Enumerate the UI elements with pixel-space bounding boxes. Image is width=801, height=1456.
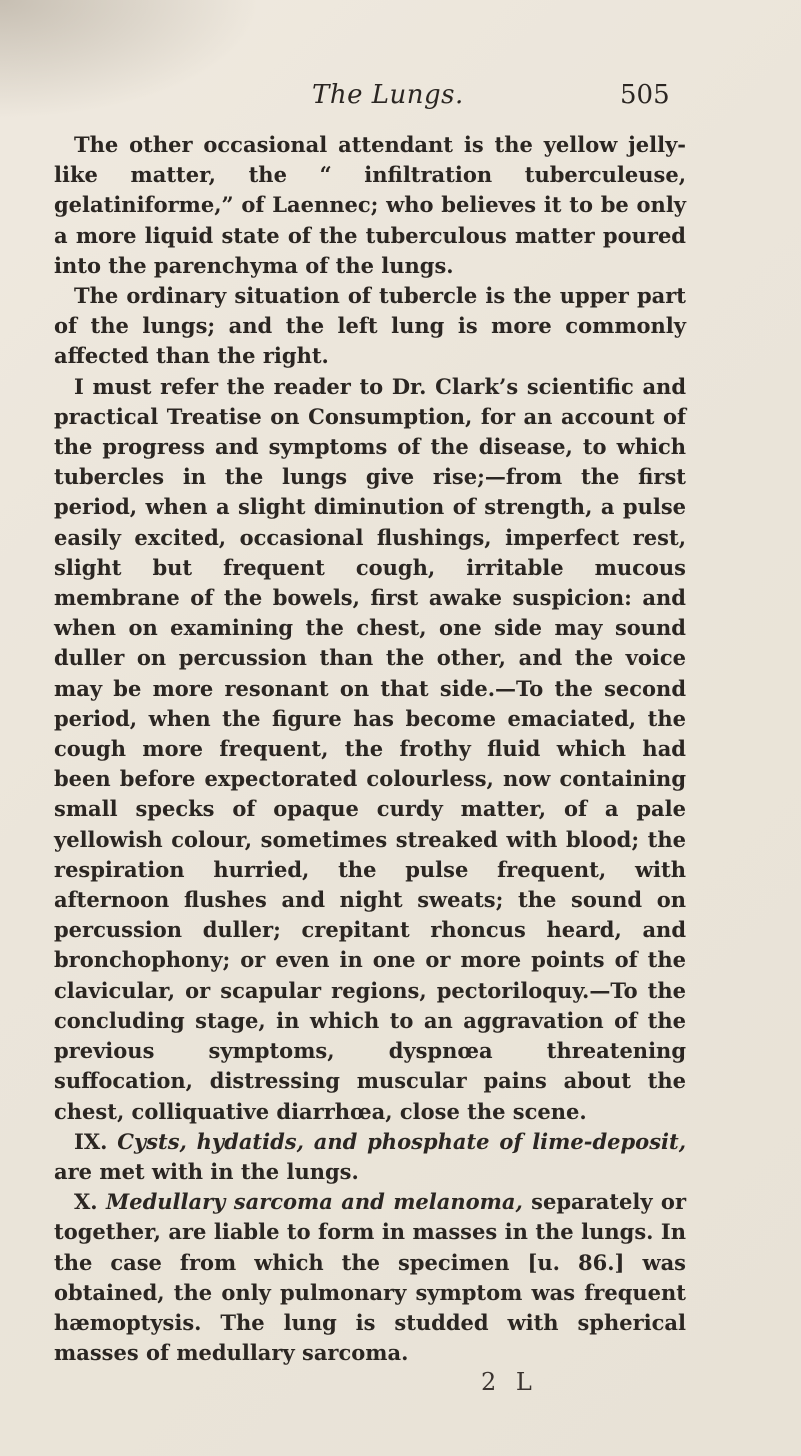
section-text: are met with in the lungs. [54,1158,359,1184]
paragraph-cysts [54,1127,686,1187]
page-number: 505 [620,80,670,110]
paragraph-medullary-sarcoma [54,1187,686,1368]
section-text: separately or together, are liable to form in masses in the lungs. In the case from which the specimen [u. 86.] was obtained, the only pulmonary symptom was frequent hæmoptysis. The lung is studded with spherical masses of medullary sarcoma. [54,1189,687,1366]
section-heading-italic: Cysts, hydatids, and phosphate of lime-deposit, [117,1128,686,1154]
signature-mark: 2 L [481,1368,538,1396]
section-numeral: IX. [74,1128,108,1154]
section-heading-italic: Medullary sarcoma and melanoma, [106,1189,523,1215]
running-title: The Lungs. [312,80,464,110]
paragraph-jelly-matter: The other occasional attendant is the yellow jelly-like matter, the “ infiltration tuberculeuse, gelatiniforme,” of Laennec; who believes it to be only a more liquid state of the tuberculous matter poured into the parenchyma of the lungs. [54,132,686,278]
paragraph-consumption-symptoms: I must refer the reader to Dr. Clark’s scientific and practical Treatise on Consumption, for an account of the progress and symptoms of the disease, to which tubercles in the lungs give rise;—from the first period, when a slight diminution of strength, a pulse easily excited, occasional flushings, imperfect rest, slight but frequent cough, irritable mucous membrane of the bowels, first awake suspicion: and when on examining the chest, one side may sound duller on percussion than the other, and the voice may be more resonant on that side.—To the second period, when the figure has become emaciated, the cough more frequent, the frothy fluid which had been before expectorated colourless, now containing small specks of opaque curdy matter, of a pale yellowish colour, sometimes streaked with blood; the respiration hurried, the pulse frequent, with afternoon flushes and night sweats; the sound on percussion duller; crepitant rhoncus heard, and bronchophony; or even in one or more points of the clavicular, or scapular regions, pectoriloquy.—To the concluding stage, in which to an aggravation of the previous symptoms, dyspnœa threatening suffocation, distressing muscular pains about the chest, colliquative diarrhœa, close the scene. [54,373,686,1124]
section-numeral: X. [74,1189,98,1215]
page-header [0,80,801,116]
body-text [54,130,686,1368]
paragraph-tubercle-situation: The ordinary situation of tubercle is the upper part of the lungs; and the left lung is more commonly affected than the right. [54,283,686,369]
